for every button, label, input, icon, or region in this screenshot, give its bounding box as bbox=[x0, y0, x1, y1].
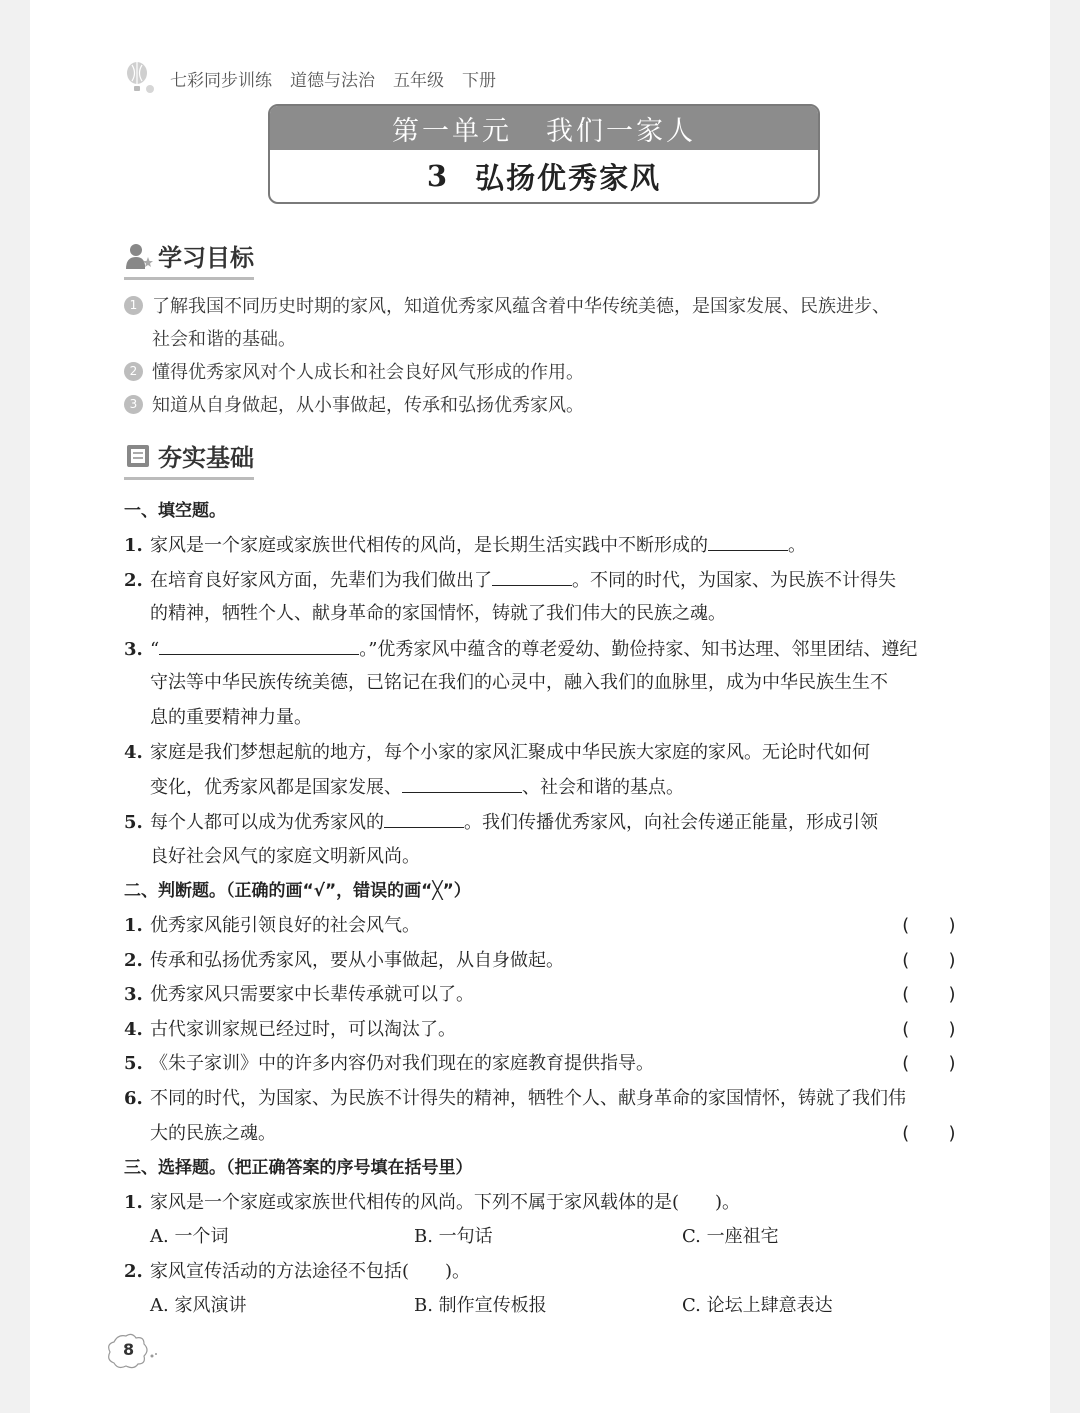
answer-paren[interactable]: ( ) bbox=[900, 1123, 958, 1144]
lesson-title: 弘扬优秀家风 bbox=[475, 160, 662, 195]
basics-heading bbox=[124, 438, 254, 480]
page-number-badge bbox=[110, 1332, 150, 1372]
answer-blank[interactable] bbox=[159, 632, 359, 655]
goal-number: 1 bbox=[124, 296, 143, 315]
fill-question-5-cont: 良好社会风气的家庭文明新风尚。 bbox=[150, 846, 420, 867]
answer-blank[interactable] bbox=[708, 528, 788, 551]
fill-question-1: 1. 家风是一个家庭或家族世代相传的风尚，是长期生活实践中不断形成的 。 bbox=[124, 528, 806, 563]
answer-blank[interactable] bbox=[492, 563, 572, 586]
lesson-title-row bbox=[270, 150, 818, 202]
choice-option-a[interactable]: A. 家风演讲 bbox=[150, 1295, 247, 1316]
book-header bbox=[124, 58, 514, 98]
book-icon bbox=[124, 441, 154, 471]
fill-question-2-cont: 的精神，牺牲个人、献身革命的家国情怀，铸就了我们伟大的民族之魂。 bbox=[150, 603, 726, 624]
choice-option-b[interactable]: B. 一句话 bbox=[414, 1226, 493, 1247]
unit-label: 第一单元 bbox=[392, 115, 512, 147]
goal-text: 了解我国不同历史时期的家风，知道优秀家风蕴含着中华传统美德，是国家发展、民族进步、 bbox=[152, 296, 890, 317]
volume-label: 下册 bbox=[462, 70, 496, 91]
balloon-logo-icon bbox=[124, 61, 158, 95]
answer-paren[interactable]: ( ) bbox=[900, 984, 958, 1005]
fill-question-5: 5. 每个人都可以成为优秀家风的 。我们传播优秀家风，向社会传递正能量，形成引领 bbox=[124, 805, 878, 840]
goals-heading-text: 学习目标 bbox=[158, 244, 254, 272]
answer-paren[interactable]: ( ) bbox=[900, 950, 958, 971]
answer-paren[interactable]: ( ) bbox=[900, 1019, 958, 1040]
grade-label: 五年级 bbox=[393, 70, 444, 91]
lesson-number: 3 bbox=[426, 159, 450, 193]
basics-heading-text: 夯实基础 bbox=[158, 444, 254, 472]
goal-text: 懂得优秀家风对个人成长和社会良好风气形成的作用。 bbox=[152, 362, 584, 383]
goal-item bbox=[124, 356, 984, 389]
goals-heading bbox=[124, 238, 254, 280]
choice-option-b[interactable]: B. 制作宣传板报 bbox=[414, 1295, 547, 1316]
judge-item: 1. 优秀家风能引领良好的社会风气。 bbox=[124, 915, 420, 936]
fill-question-3-cont: 守法等中华民族传统美德，已铭记在我们的心灵中，融入我们的血脉里，成为中华民族生生不 bbox=[150, 672, 888, 693]
choice-section-title: 三、选择题。（把正确答案的序号填在括号里） bbox=[124, 1158, 473, 1178]
page-number: 8 bbox=[123, 1340, 135, 1359]
choice-question-1: 1. 家风是一个家庭或家族世代相传的风尚。下列不属于家风载体的是( )。 bbox=[124, 1192, 741, 1213]
fill-question-2: 2. 在培育良好家风方面，先辈们为我们做出了 。不同的时代，为国家、为民族不计得失 bbox=[124, 563, 896, 598]
goal-text: 知道从自身做起，从小事做起，传承和弘扬优秀家风。 bbox=[152, 395, 584, 416]
fill-question-3-cont: 息的重要精神力量。 bbox=[150, 707, 312, 728]
judge-section-title: 二、判断题。（正确的画“√”，错误的画“╳”） bbox=[124, 881, 471, 901]
page bbox=[30, 0, 1050, 1413]
goal-item bbox=[124, 389, 984, 422]
judge-item: 6. 不同的时代，为国家、为民族不计得失的精神，牺牲个人、献身革命的家国情怀，铸就了我们伟 bbox=[124, 1088, 906, 1109]
answer-blank[interactable] bbox=[384, 805, 464, 828]
answer-blank[interactable] bbox=[402, 770, 522, 793]
unit-title-box bbox=[268, 104, 820, 204]
goal-number: 2 bbox=[124, 362, 143, 381]
goal-text-cont: 社会和谐的基础。 bbox=[152, 329, 296, 350]
choice-option-c[interactable]: C. 一座祖宅 bbox=[682, 1226, 779, 1247]
unit-banner bbox=[270, 106, 818, 150]
judge-item: 2. 传承和弘扬优秀家风，要从小事做起，从自身做起。 bbox=[124, 950, 564, 971]
choice-question-2: 2. 家风宣传活动的方法途径不包括( )。 bbox=[124, 1261, 471, 1282]
choice-option-a[interactable]: A. 一个词 bbox=[150, 1226, 229, 1247]
goal-number: 3 bbox=[124, 395, 143, 414]
fill-section-title: 一、填空题。 bbox=[124, 501, 226, 521]
fill-question-4: 4. 家庭是我们梦想起航的地方，每个小家的家风汇聚成中华民族大家庭的家风。无论时代如何 bbox=[124, 742, 870, 763]
student-icon bbox=[124, 241, 154, 271]
fill-question-3: 3. “ 。”优秀家风中蕴含的尊老爱幼、勤俭持家、知书达理、邻里团结、遵纪 bbox=[124, 632, 917, 667]
judge-item: 5. 《朱子家训》中的许多内容仍对我们现在的家庭教育提供指导。 bbox=[124, 1053, 654, 1074]
choice-option-c[interactable]: C. 论坛上肆意表达 bbox=[682, 1295, 833, 1316]
series-name: 七彩同步训练 bbox=[170, 70, 272, 91]
fill-question-4-cont: 变化，优秀家风都是国家发展、 、社会和谐的基点。 bbox=[150, 770, 684, 805]
judge-item-cont: 大的民族之魂。 bbox=[150, 1123, 276, 1144]
subject-name: 道德与法治 bbox=[290, 70, 375, 91]
judge-item: 3. 优秀家风只需要家中长辈传承就可以了。 bbox=[124, 984, 474, 1005]
judge-item: 4. 古代家训家规已经过时，可以淘汰了。 bbox=[124, 1019, 456, 1040]
goal-item bbox=[124, 290, 984, 356]
answer-paren[interactable]: ( ) bbox=[900, 915, 958, 936]
unit-name: 我们一家人 bbox=[546, 115, 696, 147]
answer-paren[interactable]: ( ) bbox=[900, 1053, 958, 1074]
